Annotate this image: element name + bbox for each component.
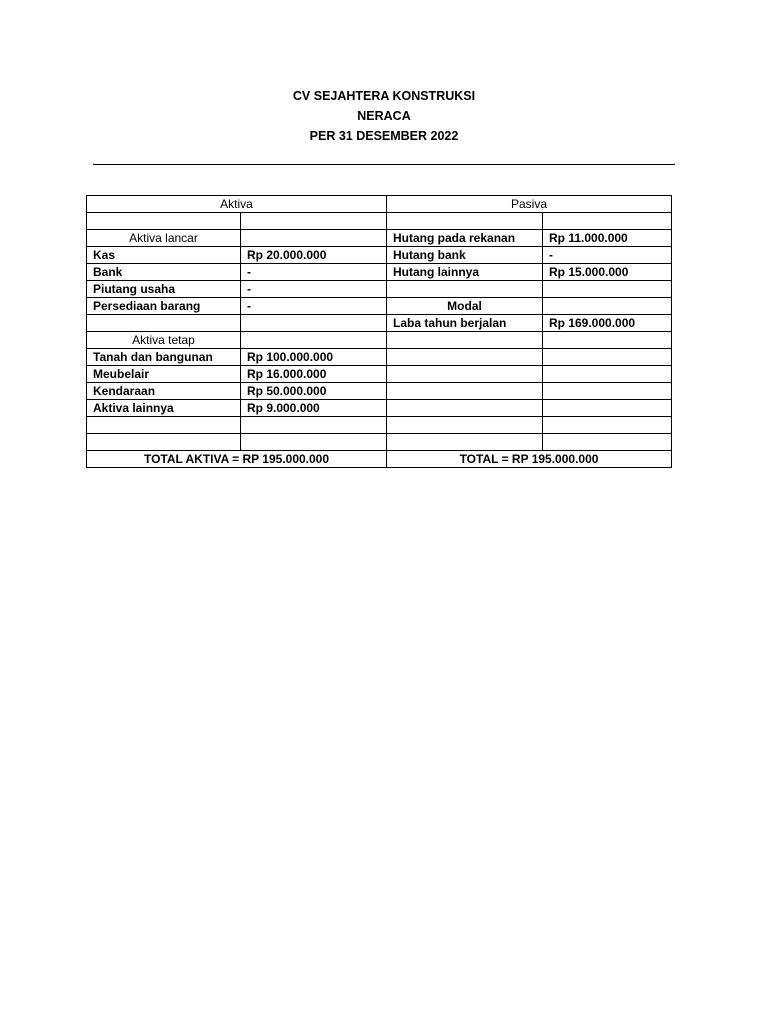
pasiva-label	[387, 383, 543, 400]
aktiva-value: -	[241, 281, 387, 298]
table-row	[87, 332, 672, 349]
aktiva-label: Tanah dan bangunan	[87, 349, 241, 366]
aktiva-value	[241, 332, 387, 349]
pasiva-value	[543, 332, 672, 349]
table-row	[87, 366, 672, 383]
table-row	[87, 383, 672, 400]
aktiva-value	[241, 434, 387, 451]
table-row	[87, 281, 672, 298]
pasiva-value: Rp 11.000.000	[543, 230, 672, 247]
pasiva-label	[387, 434, 543, 451]
pasiva-value	[543, 281, 672, 298]
pasiva-value	[543, 298, 672, 315]
document-title: NERACA	[357, 109, 411, 123]
pasiva-label	[387, 213, 543, 230]
pasiva-label	[387, 349, 543, 366]
total-aktiva: TOTAL AKTIVA = RP 195.000.000	[87, 451, 387, 468]
table-row	[87, 264, 672, 281]
pasiva-label	[387, 417, 543, 434]
aktiva-value	[241, 230, 387, 247]
aktiva-value: Rp 16.000.000	[241, 366, 387, 383]
pasiva-value: Rp 15.000.000	[543, 264, 672, 281]
company-name: CV SEJAHTERA KONSTRUKSI	[292, 89, 476, 103]
table-row	[87, 213, 672, 230]
pasiva-value	[543, 417, 672, 434]
pasiva-label	[387, 332, 543, 349]
pasiva-value	[543, 366, 672, 383]
aktiva-label: Piutang usaha	[87, 281, 241, 298]
pasiva-value: Rp 169.000.000	[543, 315, 672, 332]
total-pasiva: TOTAL = RP 195.000.000	[387, 451, 672, 468]
document-header	[0, 86, 768, 146]
header-pasiva: Pasiva	[387, 196, 672, 213]
section-aktiva-lancar: Aktiva lancar	[87, 230, 241, 247]
table-row	[87, 417, 672, 434]
pasiva-value	[543, 383, 672, 400]
aktiva-label: Aktiva lainnya	[87, 400, 241, 417]
header-aktiva: Aktiva	[87, 196, 387, 213]
aktiva-label: Persediaan barang	[87, 298, 241, 315]
pasiva-label	[387, 281, 543, 298]
aktiva-label	[87, 213, 241, 230]
table-row	[87, 434, 672, 451]
pasiva-label: Hutang pada rekanan	[387, 230, 543, 247]
pasiva-value	[543, 349, 672, 366]
aktiva-value: Rp 20.000.000	[241, 247, 387, 264]
aktiva-label: Meubelair	[87, 366, 241, 383]
document-date: PER 31 DESEMBER 2022	[309, 129, 459, 143]
aktiva-value: Rp 50.000.000	[241, 383, 387, 400]
table-row	[87, 400, 672, 417]
pasiva-value	[543, 213, 672, 230]
aktiva-label	[87, 315, 241, 332]
pasiva-value	[543, 434, 672, 451]
header-divider	[93, 164, 675, 165]
table-row	[87, 247, 672, 264]
aktiva-label: Kendaraan	[87, 383, 241, 400]
table-row	[87, 298, 672, 315]
pasiva-label: Hutang bank	[387, 247, 543, 264]
aktiva-label	[87, 417, 241, 434]
pasiva-label	[387, 400, 543, 417]
pasiva-label: Hutang lainnya	[387, 264, 543, 281]
aktiva-value: -	[241, 298, 387, 315]
table-row	[87, 315, 672, 332]
aktiva-label: Bank	[87, 264, 241, 281]
pasiva-label	[387, 366, 543, 383]
table-row	[87, 230, 672, 247]
aktiva-value: -	[241, 264, 387, 281]
table-header-row	[87, 196, 672, 213]
aktiva-value	[241, 417, 387, 434]
section-aktiva-tetap: Aktiva tetap	[87, 332, 241, 349]
section-modal: Modal	[387, 298, 543, 315]
aktiva-value: Rp 100.000.000	[241, 349, 387, 366]
pasiva-value	[543, 400, 672, 417]
aktiva-label	[87, 434, 241, 451]
balance-sheet-table	[86, 195, 672, 468]
aktiva-label: Kas	[87, 247, 241, 264]
aktiva-value	[241, 213, 387, 230]
pasiva-value: -	[543, 247, 672, 264]
pasiva-label: Laba tahun berjalan	[387, 315, 543, 332]
aktiva-value	[241, 315, 387, 332]
table-total-row	[87, 451, 672, 468]
table-row	[87, 349, 672, 366]
aktiva-value: Rp 9.000.000	[241, 400, 387, 417]
